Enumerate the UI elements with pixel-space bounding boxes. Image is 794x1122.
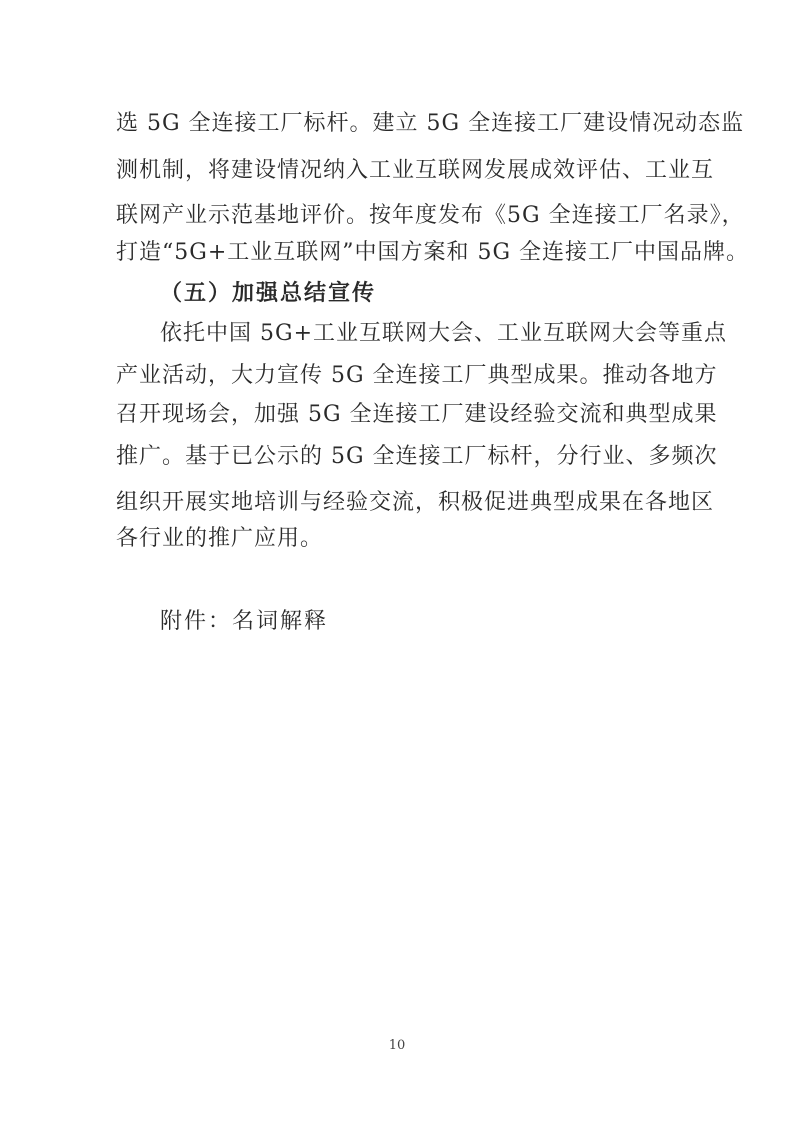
body-text-line: 推广。基于已公示的 5G 全连接工厂标杆，分行业、多频次 [116,444,718,469]
attachment-note: 附件：名词解释 [160,609,329,634]
section-heading: （五）加强总结宣传 [160,281,377,306]
body-text-line: 产业活动，大力宣传 5G 全连接工厂典型成果。推动各地方 [116,363,718,388]
body-text-line: 联网产业示范基地评价。按年度发布《5G 全连接工厂名录》， [116,203,745,228]
body-text-line: 各行业的推广应用。 [116,526,324,551]
body-text-line: 测机制，将建设情况纳入工业互联网发展成效评估、工业互 [116,158,715,183]
body-text-line: 选 5G 全连接工厂标杆。建立 5G 全连接工厂建设情况动态监 [116,111,745,136]
body-text-line: 依托中国 5G+工业互联网大会、工业互联网大会等重点 [160,321,727,346]
body-text-line: 打造“5G+工业互联网”中国方案和 5G 全连接工厂中国品牌。 [116,240,750,265]
page-number: 10 [388,1038,406,1053]
body-text-line: 召开现场会，加强 5G 全连接工厂建设经验交流和典型成果 [116,402,718,427]
body-text-line: 组织开展实地培训与经验交流，积极促进典型成果在各地区 [116,490,715,515]
